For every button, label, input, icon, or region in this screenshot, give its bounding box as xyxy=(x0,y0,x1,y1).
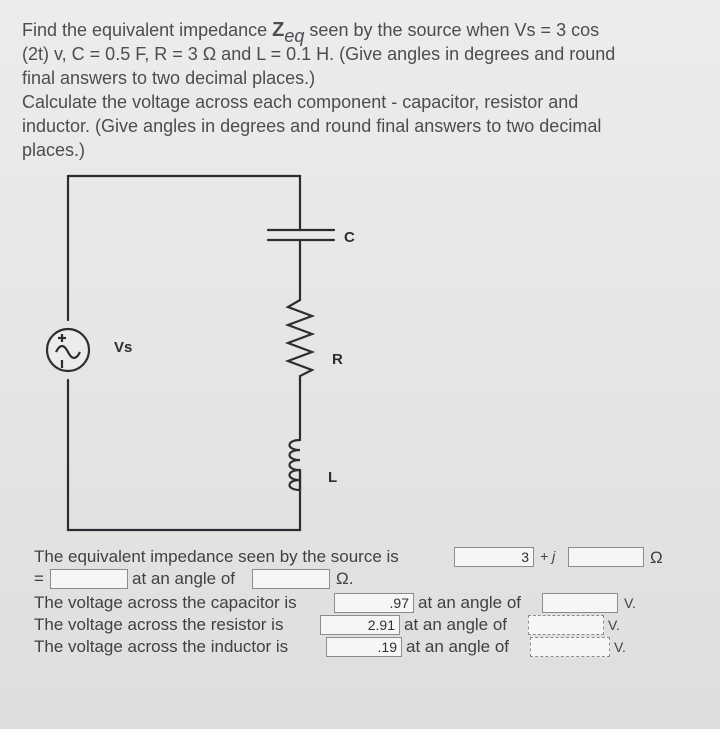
capacitor-unit: V. xyxy=(624,595,636,611)
inductor-angle-text: at an angle of xyxy=(406,637,510,656)
ac-source-symbol xyxy=(47,329,89,371)
problem-line-6: places.) xyxy=(22,140,86,160)
impedance-text: The equivalent impedance seen by the source is xyxy=(34,547,399,566)
zeq-symbol: Z xyxy=(272,19,285,41)
resistor-voltage-input[interactable]: 2.91 xyxy=(320,615,400,635)
wire-top xyxy=(68,176,300,230)
equals-sign: = xyxy=(34,569,44,588)
zeq-subscript: eq xyxy=(284,26,305,46)
plus-j-label: + j xyxy=(540,548,556,564)
capacitor-voltage-text: The voltage across the capacitor is xyxy=(34,593,297,612)
capacitor-voltage-input[interactable]: .97 xyxy=(334,593,414,613)
impedance-real-input[interactable]: 3 xyxy=(454,547,534,567)
inductor-unit: V. xyxy=(614,639,626,655)
inductor-angle-input[interactable] xyxy=(530,637,610,657)
impedance-angle-input[interactable] xyxy=(252,569,330,589)
problem-line-2: (2t) v, C = 0.5 F, R = 3 Ω and L = 0.1 H. (Give angles in degrees and round xyxy=(22,44,616,64)
inductor-label: L xyxy=(328,469,338,486)
resistor-voltage-text: The voltage across the resistor is xyxy=(34,615,284,634)
ohm-symbol: Ω xyxy=(650,548,663,567)
problem-line-5: inductor. (Give angles in degrees and round final answers to two decimal xyxy=(22,116,602,136)
inductor-voltage-input[interactable]: .19 xyxy=(326,637,402,657)
resistor-unit: V. xyxy=(608,617,620,633)
source-label: Vs xyxy=(114,339,133,356)
magnitude-input[interactable] xyxy=(50,569,128,589)
problem-line-4: Calculate the voltage across each component - capacitor, resistor and xyxy=(22,92,579,112)
problem-statement xyxy=(22,18,692,162)
problem-line-3: final answers to two decimal places.) xyxy=(22,68,316,88)
problem-line-1: Find the equivalent impedance Zeq seen by the source when Vs = 3 cos xyxy=(22,19,600,46)
inductor-voltage-text: The voltage across the inductor is xyxy=(34,637,289,656)
resistor-label: R xyxy=(332,351,343,368)
resistor-zigzag xyxy=(288,300,312,440)
capacitor-angle-input[interactable] xyxy=(542,593,618,613)
ohm-end-symbol: Ω. xyxy=(336,569,354,588)
capacitor-angle-text: at an angle of xyxy=(418,593,522,612)
circuit-diagram xyxy=(36,170,356,540)
capacitor-label: C xyxy=(344,229,355,246)
impedance-angle-text: at an angle of xyxy=(132,569,236,588)
impedance-imag-input[interactable] xyxy=(568,547,644,567)
inductor-coil xyxy=(290,440,301,490)
resistor-angle-input[interactable] xyxy=(528,615,604,635)
wire-left xyxy=(68,176,300,530)
resistor-angle-text: at an angle of xyxy=(404,615,508,634)
